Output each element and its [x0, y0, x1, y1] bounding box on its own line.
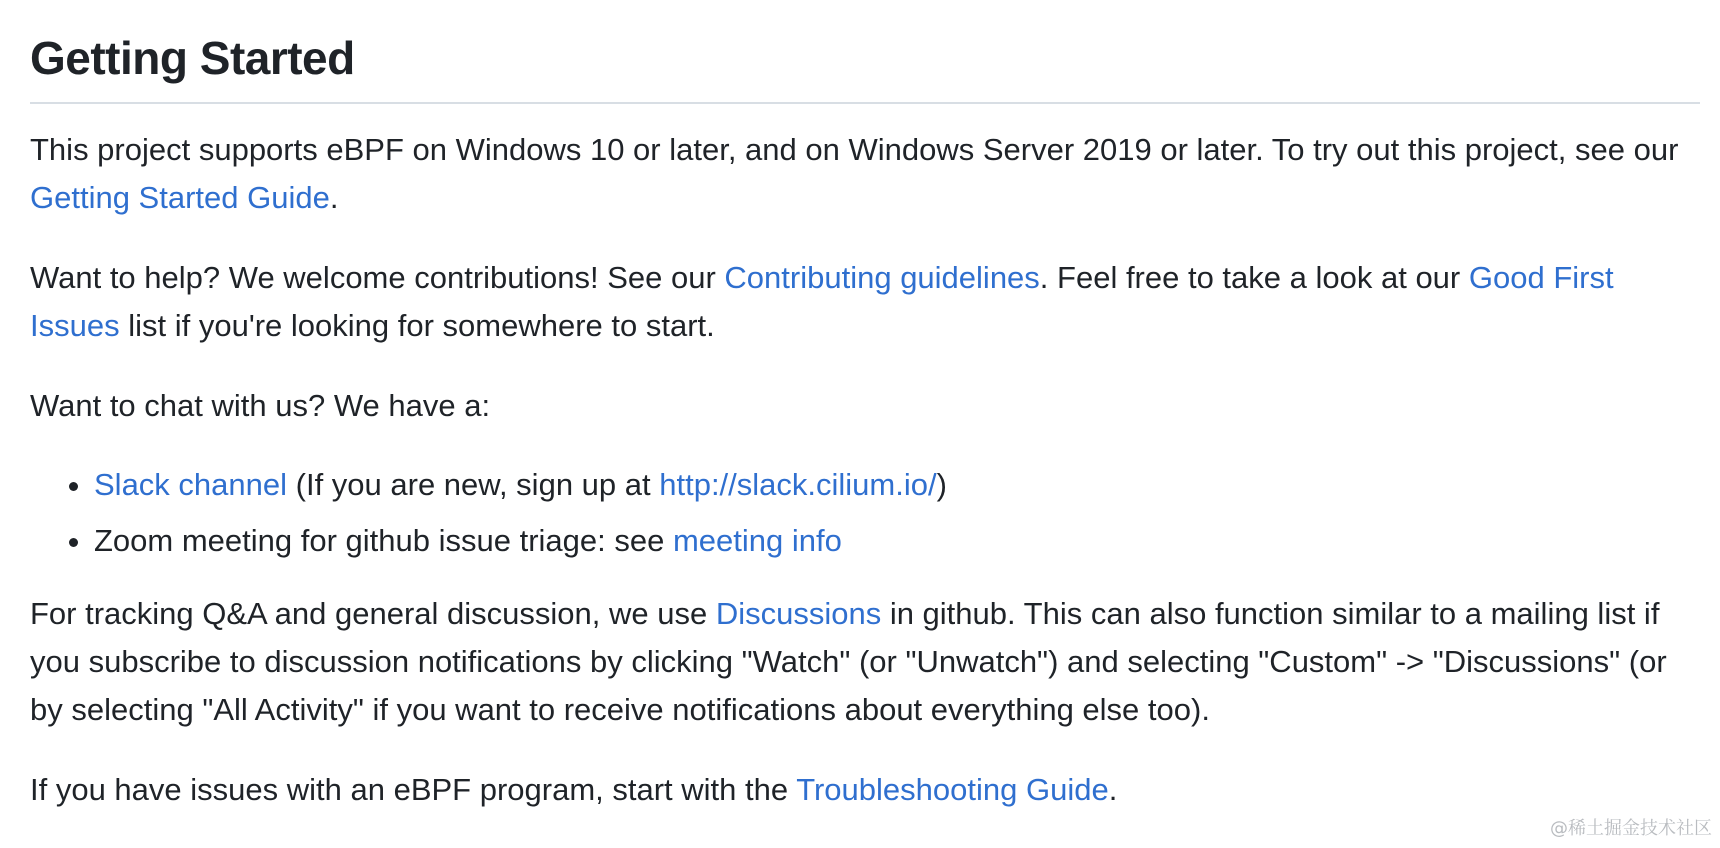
- readme-section: [30, 0, 1700, 814]
- watermark: @稀土掘金技术社区: [1550, 818, 1712, 839]
- chat-list: [30, 461, 1700, 565]
- troubleshooting-guide-link[interactable]: Troubleshooting Guide: [796, 771, 1109, 807]
- slack-note-close: ): [936, 466, 947, 502]
- slack-signup-link[interactable]: http://slack.cilium.io/: [659, 466, 937, 502]
- intro-text-end: .: [329, 179, 339, 215]
- contribute-paragraph: [30, 254, 1700, 350]
- discussions-link[interactable]: Discussions: [715, 595, 882, 631]
- section-heading: Getting Started: [30, 30, 1700, 104]
- contributing-guidelines-link[interactable]: Contributing guidelines: [724, 259, 1040, 295]
- troubleshooting-text-end: .: [1108, 771, 1118, 807]
- intro-paragraph: [30, 126, 1700, 222]
- good-first-issues-link[interactable]: Good First Issues: [30, 259, 1614, 343]
- slack-channel-link[interactable]: Slack channel: [94, 466, 288, 502]
- chat-paragraph: Want to chat with us? We have a:: [30, 387, 491, 423]
- contribute-text: Want to help? We welcome contributions! See our: [30, 259, 725, 295]
- getting-started-guide-link[interactable]: Getting Started Guide: [30, 179, 330, 215]
- list-item-slack: [94, 461, 1700, 509]
- intro-text: This project supports eBPF on Windows 10 or later, and on Windows Server 2019 or later. To try out this project, see our: [30, 131, 1679, 167]
- contribute-text-end: list if you're looking for somewhere to start.: [119, 307, 715, 343]
- discussions-paragraph: [30, 590, 1700, 734]
- troubleshooting-text: If you have issues with an eBPF program, start with the: [30, 771, 797, 807]
- contribute-text-mid: . Feel free to take a look at our: [1039, 259, 1469, 295]
- troubleshooting-paragraph: [30, 766, 1700, 814]
- slack-note-text: (If you are new, sign up at: [287, 466, 660, 502]
- discussions-text-end: in github. This can also function similar to a mailing list if you subscribe to discussion notifications by clicking "Watch" (or "Unwatch") and selecting "Custom" -> "Discussions" (or by selecting "All Activity" if you want to receive notifications about everything else too).: [30, 595, 1667, 727]
- discussions-text: For tracking Q&A and general discussion, we use: [30, 595, 716, 631]
- meeting-info-link[interactable]: meeting info: [672, 522, 842, 558]
- list-item-zoom: [94, 517, 1700, 565]
- zoom-text: Zoom meeting for github issue triage: see: [94, 522, 673, 558]
